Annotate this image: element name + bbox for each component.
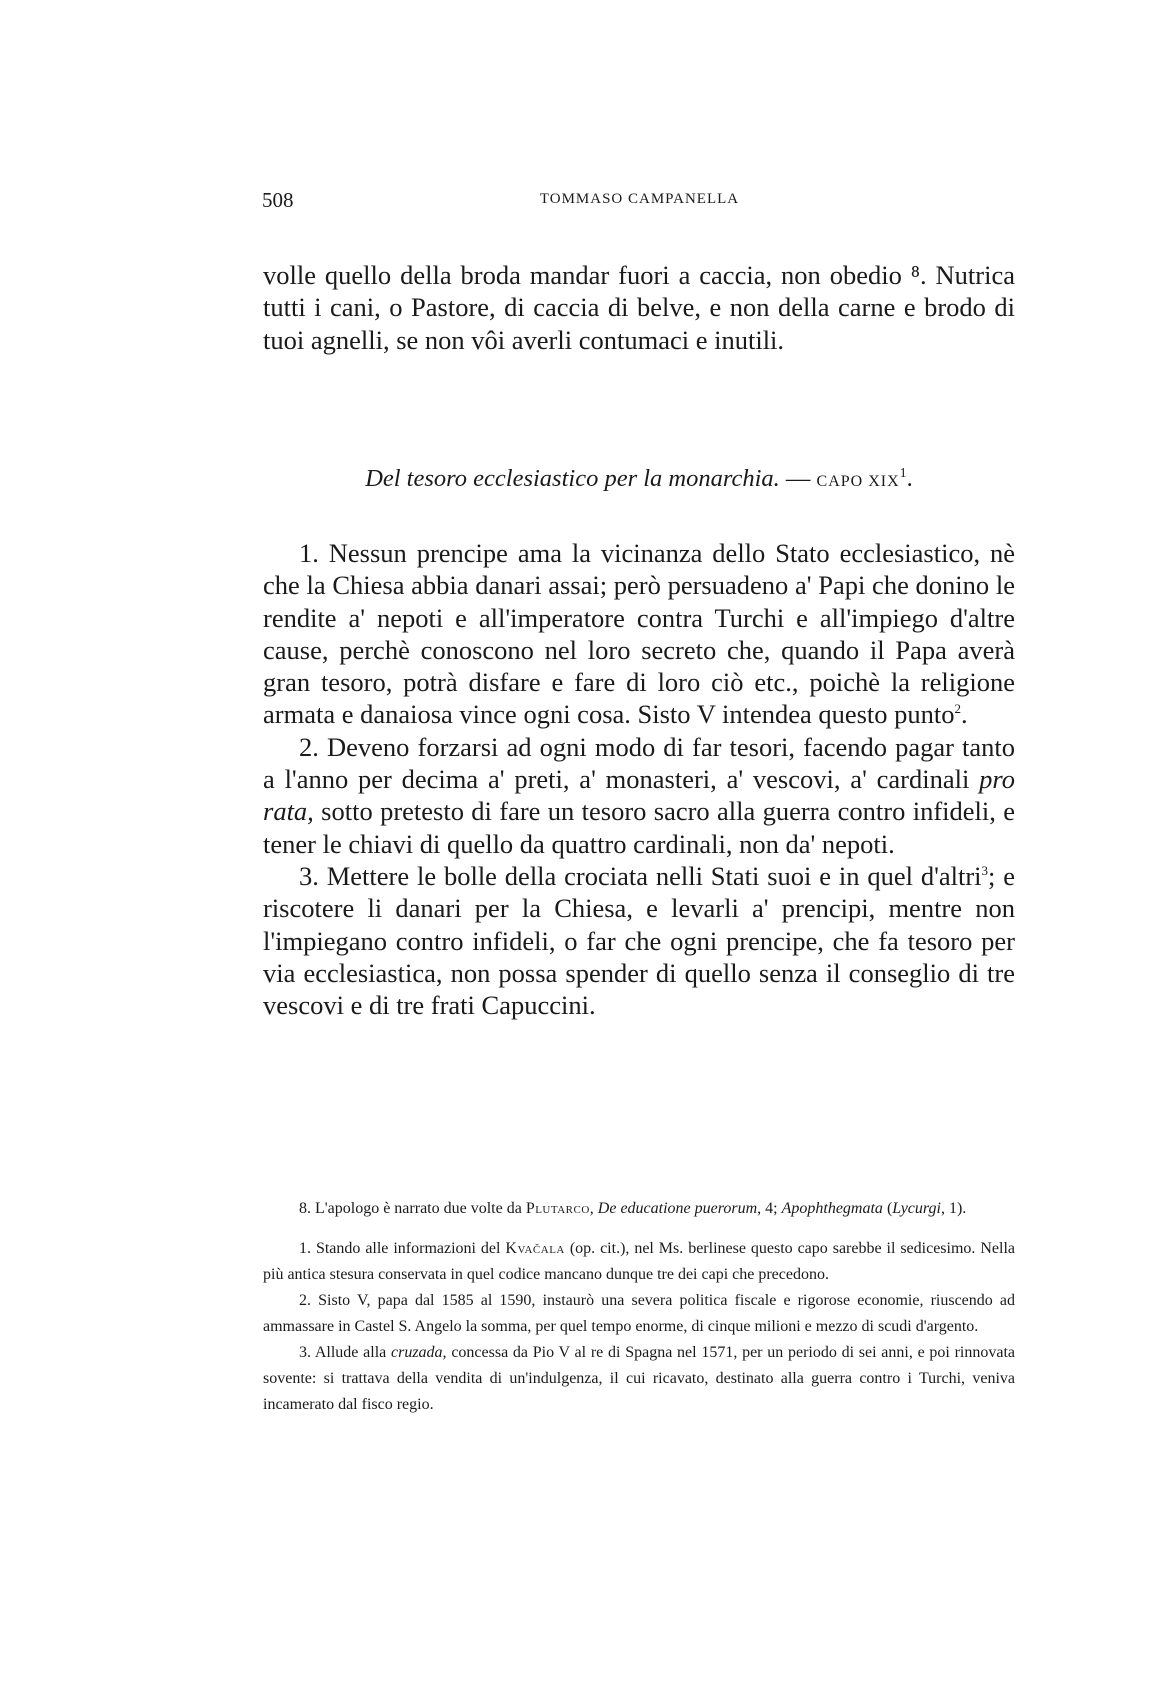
author-name: Kvačala — [505, 1240, 565, 1257]
paragraph-number: 1. — [299, 538, 319, 568]
chapter-title: Del tesoro ecclesiastico per la monarchia. — [365, 465, 780, 492]
footnote-1 — [263, 1236, 1015, 1288]
running-head: TOMMASO CAMPANELLA — [539, 191, 740, 207]
paragraph-text-end: . — [961, 699, 968, 730]
paragraph-2 — [263, 731, 1015, 860]
footnote-2 — [263, 1288, 1015, 1340]
footnote-text: , — [589, 1200, 594, 1217]
footnote-text: , 1). — [940, 1200, 967, 1217]
paragraph-number: 2. — [299, 731, 319, 762]
paragraph-text-end: ; e riscotere li danari per la Chiesa, e levarli a' prencipi, mentre non l'impiegano contro infideli, o far che ogni prencipe, che fa tesoro per via ecclesiastica, non possa spender di quello senza il conseglio di tre vescovi e di tre frati Capuccini. — [263, 860, 1016, 1021]
work-title: Apophthegmata — [781, 1200, 883, 1217]
footnote-8 — [263, 1196, 1015, 1222]
page-number: 508 — [262, 188, 294, 212]
chapter-number: CAPO XIX — [816, 473, 900, 490]
footnote-number: 8. — [299, 1200, 311, 1217]
footnote-text: ( — [886, 1200, 893, 1217]
paragraph-number: 3. — [299, 860, 319, 891]
work-title: Lycurgi — [892, 1200, 941, 1217]
page-header — [262, 188, 1017, 218]
paragraph-1 — [263, 537, 1015, 731]
paragraph-text: Mettere le bolle della crociata nelli Stati suoi e in quel d'altri — [326, 860, 982, 891]
footnotes — [263, 1196, 1015, 1418]
chapter-note-ref: 1 — [899, 465, 907, 481]
chapter-heading — [263, 465, 1015, 493]
footnote-number: 3. — [299, 1344, 311, 1361]
chapter-dash: — — [785, 465, 811, 492]
author-name: Plutarco — [525, 1200, 590, 1217]
opening-paragraph: volle quello della broda mandar fuori a caccia, non obedio ⁸. Nutrica tutti i cani, o Pastore, di caccia di belve, e non della carne e brodo di tuoi agnelli, se non vôi averli contumaci e inutili. — [263, 260, 1015, 355]
italic-phrase: cruzada, — [391, 1344, 447, 1361]
footnote-number: 1. — [299, 1240, 311, 1257]
footnote-text: Allude alla — [314, 1344, 387, 1361]
footnote-text: L'apologo è narrato due volte da — [315, 1200, 522, 1217]
footnote-text: (op. cit.), nel Ms. berlinese questo capo sarebbe il sedicesimo. Nella più antica stesura conservata in quel codice mancano dunque tre dei capi che precedono. — [263, 1240, 1016, 1283]
footnote-text: Sisto V, papa dal 1585 al 1590, instaurò una severa politica fiscale e rigorose economie, riuscendo ad ammassare in Castel S. Angelo la somma, per quel tempo enorme, di cinque milioni e mezzo di scudi d'argento. — [263, 1292, 1016, 1335]
chapter-body — [263, 537, 1015, 1021]
note-ref: 2 — [954, 701, 962, 717]
opening-text — [263, 259, 1015, 356]
italic-phrase: pro rata, — [263, 764, 1015, 827]
paragraph-text-end: sotto pretesto di fare un tesoro sacro alla guerra contro infideli, e tener le chiavi di quello da quattro cardinali, non da' nepoti. — [263, 796, 1015, 859]
footnote-text: Stando alle informazioni del — [315, 1240, 501, 1257]
work-title: De educatione puerorum — [597, 1200, 758, 1217]
paragraph-text: Nessun prencipe ama la vicinanza dello Stato ecclesiastico, nè che la Chiesa abbia danari assai; però persuadeno a' Papi che donino le rendite a' nepoti e all'imperatore contra Turchi e all'impiego d'altre cause, perchè conoscono nel loro secreto che, quando il Papa averà gran tesoro, potrà disfare e fare di loro ciò etc., poichè la religione armata e danaiosa vince ogni cosa. Sisto V intendea questo punto — [263, 538, 1016, 730]
paragraph-text: Deveno forzarsi ad ogni modo di far tesori, facendo pagar tanto a l'anno per decima a' preti, a' monasteri, a' vescovi, a' cardinali — [263, 731, 1016, 795]
paragraph-3 — [263, 860, 1015, 1021]
note-ref: 3 — [981, 863, 989, 879]
footnote-number: 2. — [299, 1292, 311, 1309]
footnote-text: concessa da Pio V al re di Spagna nel 1571, per un periodo di sei anni, e poi rinnovata sovente: si trattava della vendita di un'indulgenza, il cui ricavato, destinato alla guerra contro i Turchi, veniva incamerato dal fisco regio. — [263, 1344, 1016, 1413]
chapter-heading-end: . — [906, 465, 913, 492]
footnote-text: , 4; — [757, 1200, 778, 1217]
footnote-3 — [263, 1340, 1015, 1418]
